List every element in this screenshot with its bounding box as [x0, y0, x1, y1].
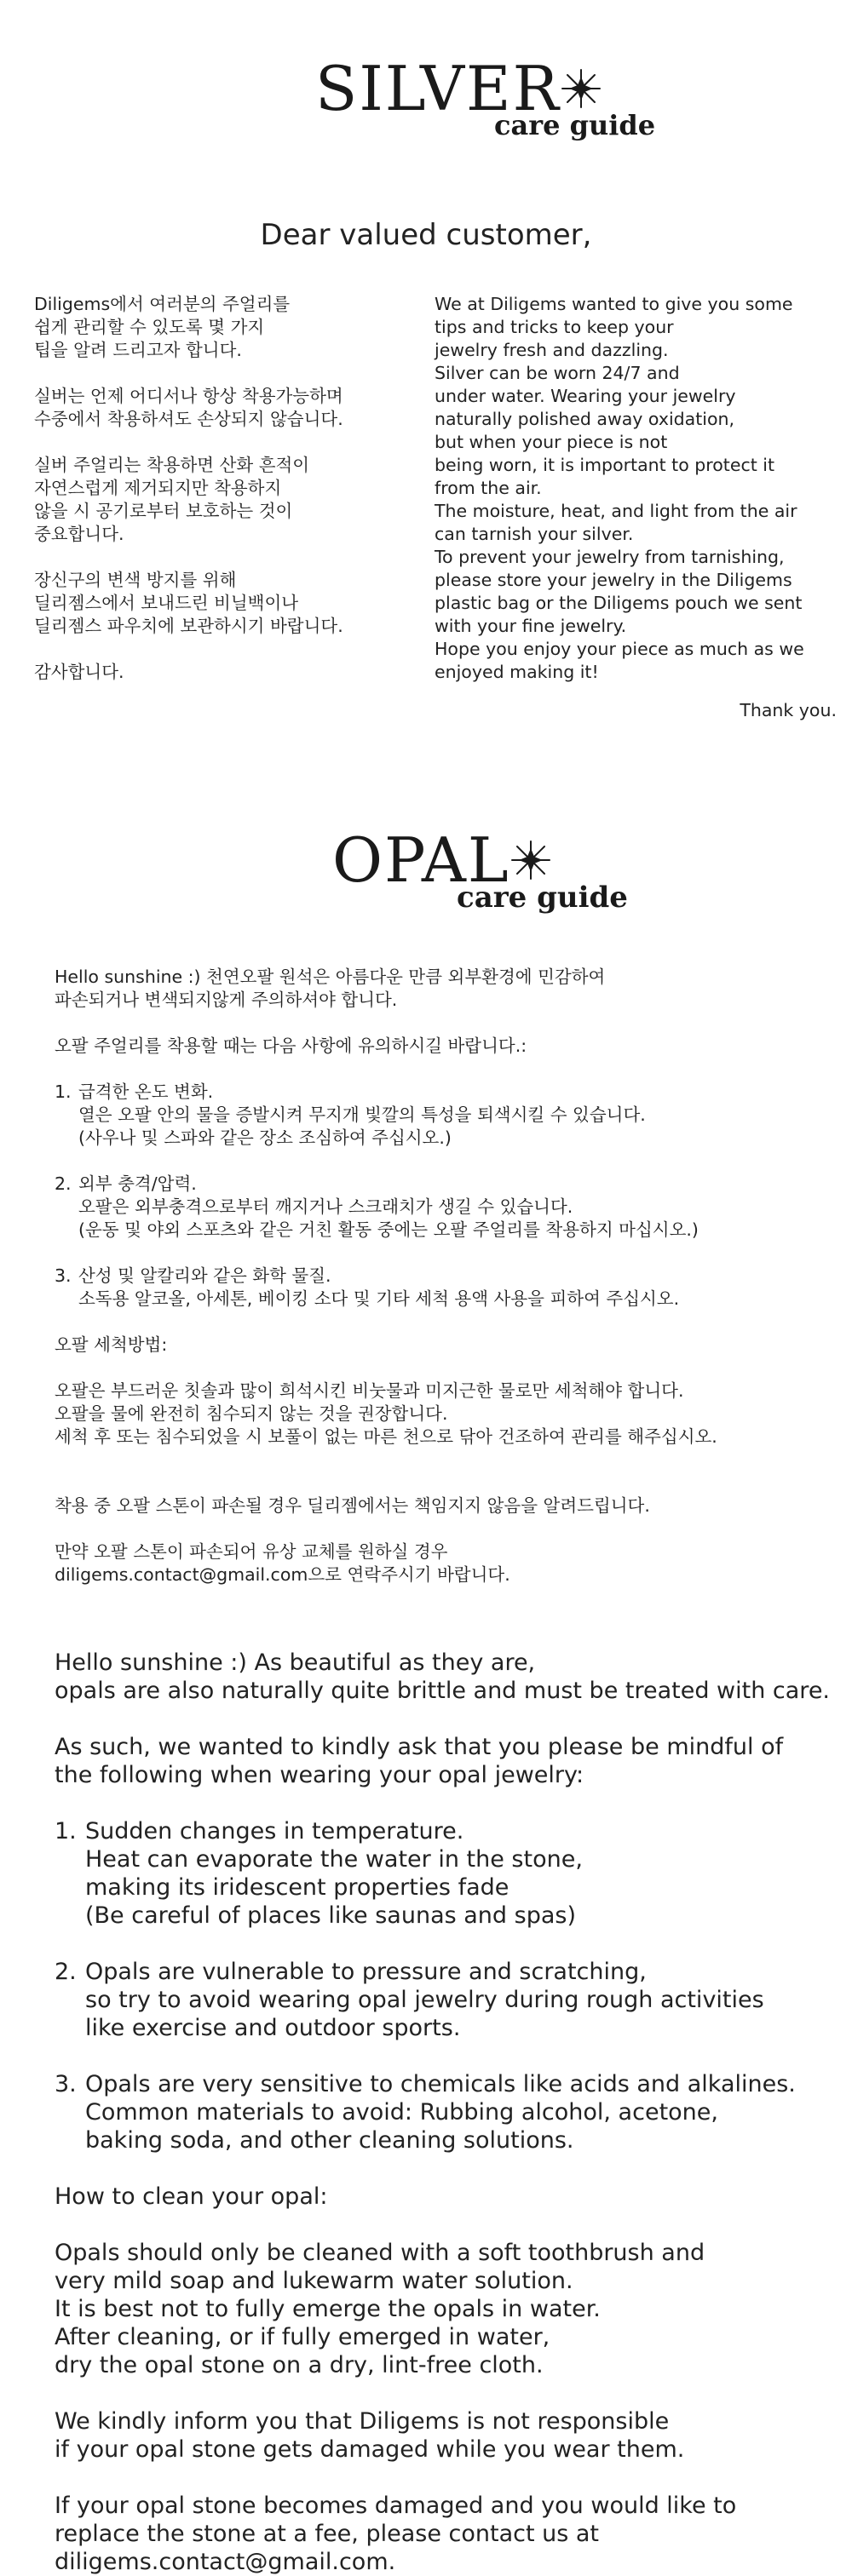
kr-line: 쉽게 관리할 수 있도록 몇 가지 — [34, 317, 265, 337]
en-line: Hope you enjoy your piece as much as we — [435, 639, 804, 659]
list-title: Opals are vulnerable to pressure and scratching, — [85, 1959, 647, 1985]
en-line: To prevent your jewelry from tarnishing, — [435, 547, 785, 567]
en-line: making its iridescent properties fade — [85, 1874, 509, 1901]
en-line: from the air. — [435, 478, 542, 498]
sparkle-star-icon — [510, 840, 551, 881]
en-line: if your opal stone gets damaged while you wear them. — [55, 2436, 685, 2463]
en-line: After cleaning, or if fully emerged in water, — [55, 2324, 550, 2350]
list-number: 1. — [55, 1081, 72, 1102]
en-line: replace the stone at a fee, please contact us at — [55, 2521, 600, 2547]
kr-line: 세척 후 또는 침수되었을 시 보풀이 없는 마른 천으로 닦아 건조하여 관리를 해주십시오. — [55, 1426, 717, 1447]
en-line: The moisture, heat, and light from the air — [435, 501, 797, 521]
kr-line: 오팔은 부드러운 칫솔과 많이 희석시킨 비눗물과 미지근한 물로만 세척해야 합니다. — [55, 1380, 684, 1401]
list-item — [55, 1081, 821, 1104]
silver-korean-column — [34, 293, 409, 684]
en-line: please store your jewelry in the Diligems — [435, 570, 792, 590]
list-number: 2. — [55, 1173, 72, 1194]
list-number: 3. — [55, 2071, 77, 2097]
en-line: tips and tricks to keep your — [435, 317, 674, 337]
kr-line: 열은 오팔 안의 물을 증발시켜 무지개 빛깔의 특성을 퇴색시킬 수 있습니다. — [78, 1104, 646, 1125]
list-number: 2. — [55, 1959, 77, 1985]
opal-korean-section — [55, 966, 821, 1586]
kr-line: 소독용 알코올, 아세톤, 베이킹 소다 및 기타 세척 용액 사용을 피하여 주십시오. — [78, 1288, 680, 1309]
en-line: diligems.contact@gmail.com. — [55, 2549, 396, 2575]
kr-line: Hello sunshine :) 천연오팔 원석은 아름다운 만큼 외부환경에 민감하여 — [55, 967, 606, 987]
kr-line: diligems.contact@gmail.com으로 연락주시기 바랍니다. — [55, 1564, 510, 1585]
kr-line: 실버는 언제 어디서나 항상 착용가능하며 — [34, 386, 343, 406]
en-line: Heat can evaporate the water in the stone, — [85, 1846, 583, 1873]
list-title: 외부 충격/압력. — [78, 1173, 197, 1194]
en-line: jewelry fresh and dazzling. — [435, 340, 669, 360]
opal-english-section — [55, 1649, 830, 2576]
en-line: can tarnish your silver. — [435, 524, 634, 544]
silver-logo — [315, 53, 656, 146]
en-line: baking soda, and other cleaning solutions. — [85, 2127, 574, 2154]
en-line: Common materials to avoid: Rubbing alcohol, acetone, — [85, 2099, 718, 2126]
kr-line: 만약 오팔 스톤이 파손되어 유상 교체를 원하실 경우 — [55, 1541, 448, 1562]
opal-logo — [332, 824, 673, 918]
en-line: We kindly inform you that Diligems is not responsible — [55, 2408, 670, 2435]
en-line: being worn, it is important to protect it — [435, 455, 775, 475]
sparkle-star-icon — [561, 68, 602, 109]
kr-line: 오팔 주얼리를 착용할 때는 다음 사항에 유의하시길 바랍니다.: — [55, 1036, 527, 1056]
thank-you-text: Thank you. — [740, 700, 837, 720]
en-line: under water. Wearing your jewelry — [435, 386, 736, 406]
kr-line: 오팔은 외부충격으로부터 깨지거나 스크래치가 생길 수 있습니다. — [78, 1196, 573, 1217]
kr-line: 팁을 알려 드리고자 합니다. — [34, 340, 242, 360]
list-title: 산성 및 알칼리와 같은 화학 물질. — [78, 1265, 331, 1286]
list-item — [55, 1265, 821, 1288]
list-title: Opals are very sensitive to chemicals like acids and alkalines. — [85, 2071, 796, 2097]
list-item — [55, 2070, 830, 2098]
en-line: (Be careful of places like saunas and spas) — [85, 1902, 576, 1929]
en-line: It is best not to fully emerge the opals in water. — [55, 2296, 601, 2322]
en-line: If your opal stone becomes damaged and you would like to — [55, 2493, 737, 2519]
en-line: As such, we wanted to kindly ask that you please be mindful of — [55, 1734, 784, 1760]
kr-line: (사우나 및 스파와 같은 장소 조심하여 주십시오.) — [78, 1127, 452, 1148]
kr-line: 않을 시 공기로부터 보호하는 것이 — [34, 501, 293, 521]
en-line: with your fine jewelry. — [435, 616, 627, 636]
kr-line: Diligems에서 여러분의 주얼리를 — [34, 294, 291, 314]
en-line: so try to avoid wearing opal jewelry during rough activities — [85, 1987, 764, 2013]
en-line: Hello sunshine :) As beautiful as they are, — [55, 1649, 536, 1676]
kr-line: 딜리젬스에서 보내드린 비닐백이나 — [34, 593, 299, 613]
en-line: naturally polished away oxidation, — [435, 409, 735, 429]
en-line: plastic bag or the Diligems pouch we sent — [435, 593, 803, 613]
opal-logo-text: OPAL — [332, 824, 510, 896]
silver-english-column — [435, 293, 835, 684]
kr-line: 중요합니다. — [34, 524, 124, 544]
list-title: Sudden changes in temperature. — [85, 1818, 464, 1845]
kr-line: 장신구의 변색 방지를 위해 — [34, 570, 237, 590]
list-item — [55, 1173, 821, 1196]
kr-line: 오팔 세척방법: — [55, 1334, 168, 1355]
en-line: We at Diligems wanted to give you some — [435, 294, 793, 314]
kr-line: 착용 중 오팔 스톤이 파손될 경우 딜리젬에서는 책임지지 않음을 알려드립니다. — [55, 1495, 650, 1516]
kr-line: 오팔을 물에 완전히 침수되지 않는 것을 권장합니다. — [55, 1403, 448, 1424]
kr-line: 파손되거나 변색되지않게 주의하셔야 합니다. — [55, 990, 398, 1010]
en-line: the following when wearing your opal jewelry: — [55, 1762, 584, 1788]
en-line: opals are also naturally quite brittle and must be treated with care. — [55, 1678, 831, 1704]
en-line: dry the opal stone on a dry, lint-free cloth. — [55, 2352, 544, 2378]
greeting-heading: Dear valued customer, — [260, 218, 592, 252]
en-line: How to clean your opal: — [55, 2183, 328, 2210]
en-line: very mild soap and lukewarm water solution. — [55, 2268, 573, 2294]
en-line: but when your piece is not — [435, 432, 668, 452]
silver-logo-text: SILVER — [315, 53, 561, 124]
list-number: 3. — [55, 1265, 72, 1286]
kr-line: (운동 및 야외 스포츠와 같은 거친 활동 중에는 오팔 주얼리를 착용하지 마십시오.) — [78, 1219, 699, 1240]
list-title: 급격한 온도 변화. — [78, 1081, 214, 1102]
kr-line: 수중에서 착용하셔도 손상되지 않습니다. — [34, 409, 343, 429]
kr-line: 감사합니다. — [34, 662, 124, 682]
en-line: like exercise and outdoor sports. — [85, 2015, 461, 2041]
list-number: 1. — [55, 1818, 77, 1845]
kr-line: 딜리젬스 파우치에 보관하시기 바랍니다. — [34, 616, 343, 636]
kr-line: 자연스럽게 제거되지만 착용하지 — [34, 478, 282, 498]
en-line: Opals should only be cleaned with a soft toothbrush and — [55, 2240, 705, 2266]
silver-logo-subtitle: care guide — [494, 109, 656, 141]
list-item — [55, 1958, 830, 1986]
en-line: enjoyed making it! — [435, 662, 599, 682]
list-item — [55, 1817, 830, 1845]
kr-line: 실버 주얼리는 착용하면 산화 흔적이 — [34, 455, 310, 475]
en-line: Silver can be worn 24/7 and — [435, 363, 680, 383]
opal-logo-subtitle: care guide — [457, 881, 628, 915]
